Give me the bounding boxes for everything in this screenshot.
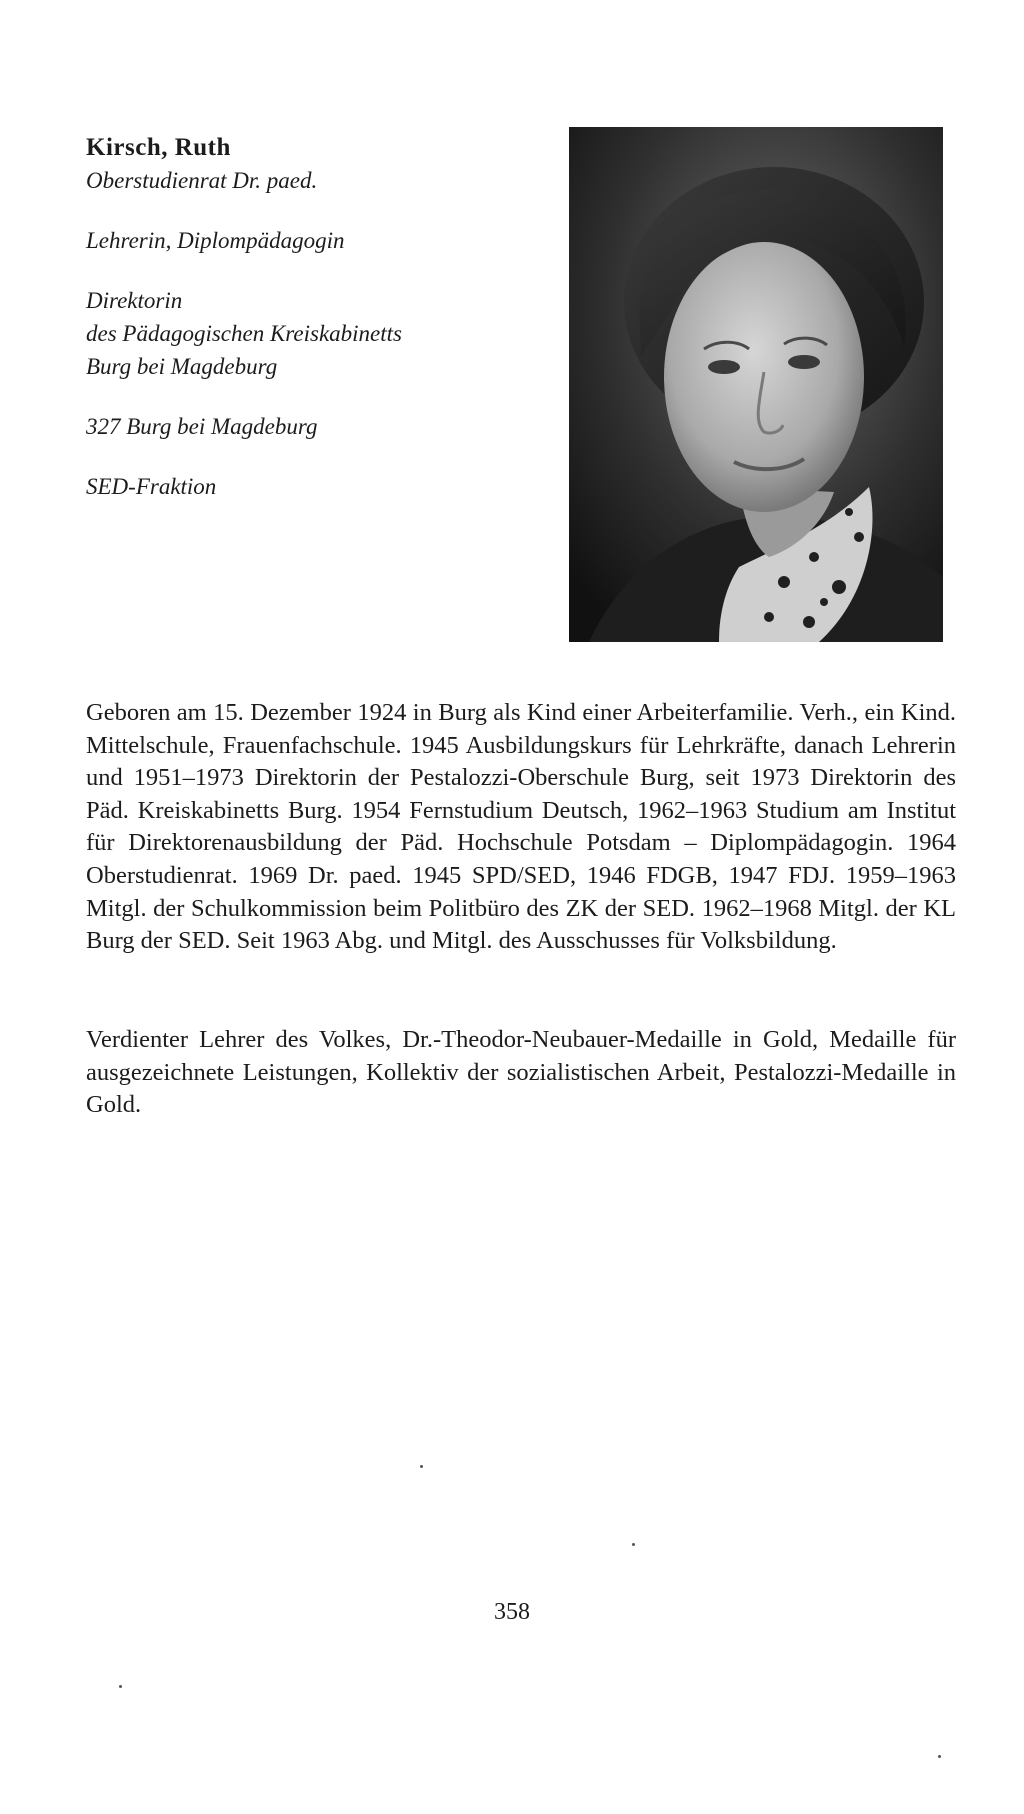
person-name: Kirsch, Ruth — [86, 134, 231, 161]
scan-speck — [632, 1543, 635, 1546]
person-title: Oberstudienrat Dr. paed. — [86, 168, 318, 193]
person-position-line-2: des Pädagogischen Kreiskabinetts — [86, 321, 402, 346]
page-number: 358 — [494, 1599, 530, 1625]
portrait-icon — [569, 127, 943, 642]
biography-paragraph: Geboren am 15. Dezember 1924 in Burg als Kind einer Arbeiterfamilie. Verh., ein Kind. Mittelschule, Frauenfachschule. 1945 Ausbildungskurs für Lehrkräfte, danach Lehrerin und 1951–1973 Direktorin der Pestalozzi-Oberschule Burg, seit 1973 Direktorin des Päd. Kreiskabinetts Burg. 1954 Fernstudium Deutsch, 1962–1963 Studium am Institut für Direktorenausbildung der Päd. Hochschule Potsdam – Diplompädagogin. 1964 Oberstudienrat. 1969 Dr. paed. 1945 SPD/SED, 1946 FDGB, 1947 FDJ. 1959–1963 Mitgl. der Schulkommission beim Politbüro des ZK der SED. 1962–1968 Mitgl. der KL Burg der SED. Seit 1963 Abg. und Mitgl. des Ausschusses für Volksbildung. — [86, 699, 956, 955]
person-position-line-1: Direktorin — [86, 288, 183, 313]
scan-speck — [938, 1755, 941, 1758]
person-position-line-3: Burg bei Magdeburg — [86, 354, 278, 379]
portrait-photo — [569, 127, 943, 642]
awards-paragraph: Verdienter Lehrer des Volkes, Dr.-Theodor-Neubauer-Medaille in Gold, Medaille für ausgezeichnete Leistungen, Kollektiv der sozialistischen Arbeit, Pestalozzi-Medaille in Gold. — [86, 1026, 956, 1119]
person-profession: Lehrerin, Diplompädagogin — [86, 228, 345, 253]
scan-speck — [420, 1465, 423, 1468]
entry-header — [86, 132, 556, 503]
person-faction: SED-Fraktion — [86, 474, 217, 499]
person-address: 327 Burg bei Magdeburg — [86, 414, 318, 439]
scan-speck — [119, 1685, 122, 1688]
